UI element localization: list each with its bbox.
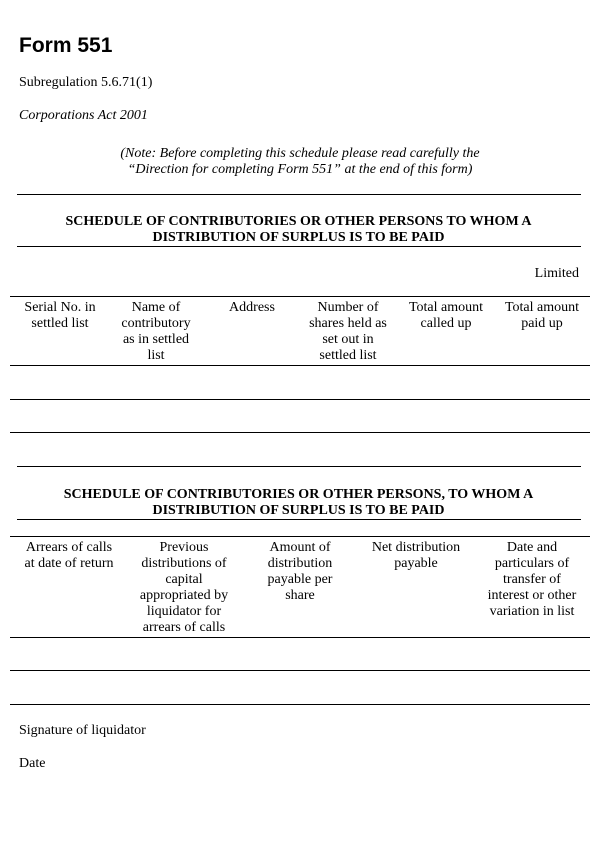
table2-row-rule <box>10 704 590 705</box>
form-title: Form 551 <box>19 34 113 57</box>
table1-header-shares <box>300 300 396 364</box>
header-line: arrears of calls <box>142 620 226 635</box>
table1-header-name <box>108 300 204 364</box>
table1-header-paid-up <box>494 300 590 332</box>
header-line: Date and <box>506 540 558 555</box>
header-line: interest or other <box>487 588 577 603</box>
header-line: settled list <box>319 348 377 363</box>
table2-header-net-distribution <box>358 540 474 572</box>
header-line: Amount of <box>269 540 331 555</box>
signature-label: Signature of liquidator <box>19 723 146 738</box>
header-line: transfer of <box>503 572 561 587</box>
header-line: shares held as <box>309 316 387 331</box>
header-line: Total amount <box>504 300 580 315</box>
table2-row-rule <box>10 670 590 671</box>
table2-header-amount-per-share <box>242 540 358 604</box>
header-line: variation in list <box>489 604 575 619</box>
schedule1-heading-line-2: DISTRIBUTION OF SURPLUS IS TO BE PAID <box>152 230 445 245</box>
table2-header-date-particulars <box>474 540 590 620</box>
table1-header-address <box>204 300 300 316</box>
schedule1-heading-line-1: SCHEDULE OF CONTRIBUTORIES OR OTHER PERSONS TO WHOM A <box>65 214 532 229</box>
header-line: Serial No. in <box>24 300 96 315</box>
header-line: contributory <box>121 316 191 331</box>
limited-label: Limited <box>534 266 579 281</box>
header-line: payable <box>394 556 438 571</box>
note-line-2: “Direction for completing Form 551” at the end of this form) <box>127 162 473 177</box>
act-name: Corporations Act 2001 <box>19 108 148 123</box>
header-line: paid up <box>521 316 563 331</box>
header-line: liquidator for <box>146 604 222 619</box>
schedule2-heading-line-1: SCHEDULE OF CONTRIBUTORIES OR OTHER PERSONS, TO WHOM A <box>63 487 534 502</box>
header-line: Arrears of calls <box>25 540 113 555</box>
table2-header-arrears <box>12 540 126 572</box>
header-line: distributions of <box>141 556 227 571</box>
table1-row-rule <box>17 466 581 467</box>
date-label: Date <box>19 756 46 771</box>
table1-header-called-up <box>396 300 496 332</box>
schedule2-heading <box>17 487 580 519</box>
table1-top-rule <box>10 296 590 297</box>
table1-row-rule <box>10 399 590 400</box>
schedule1-heading <box>17 214 580 246</box>
header-line: capital <box>165 572 203 587</box>
header-line: payable per <box>267 572 333 587</box>
table2-row-rule <box>10 637 590 638</box>
table2-header-previous-distributions <box>126 540 242 636</box>
header-line: particulars of <box>494 556 570 571</box>
header-line: Number of <box>317 300 379 315</box>
header-line: called up <box>420 316 472 331</box>
header-line: Name of <box>131 300 181 315</box>
table1-header-serial <box>12 300 108 332</box>
header-line: distribution <box>267 556 333 571</box>
divider <box>17 194 581 195</box>
divider <box>17 246 581 247</box>
schedule2-heading-line-2: DISTRIBUTION OF SURPLUS IS TO BE PAID <box>152 503 445 518</box>
header-line: Previous <box>159 540 209 555</box>
table1-row-rule <box>10 432 590 433</box>
divider <box>17 519 581 520</box>
header-line: settled list <box>31 316 89 331</box>
header-line: at date of return <box>24 556 114 571</box>
header-line: list <box>147 348 165 363</box>
note <box>60 146 540 178</box>
subregulation: Subregulation 5.6.71(1) <box>19 75 153 90</box>
header-line: share <box>285 588 315 603</box>
header-line: Net distribution <box>371 540 461 555</box>
note-line-1: (Note: Before completing this schedule please read carefully the <box>120 146 480 161</box>
table1-row-rule <box>10 365 590 366</box>
header-line: Address <box>229 300 275 315</box>
header-line: set out in <box>322 332 374 347</box>
table2-top-rule <box>10 536 590 537</box>
header-line: Total amount <box>408 300 484 315</box>
header-line: as in settled <box>122 332 190 347</box>
header-line: appropriated by <box>139 588 229 603</box>
